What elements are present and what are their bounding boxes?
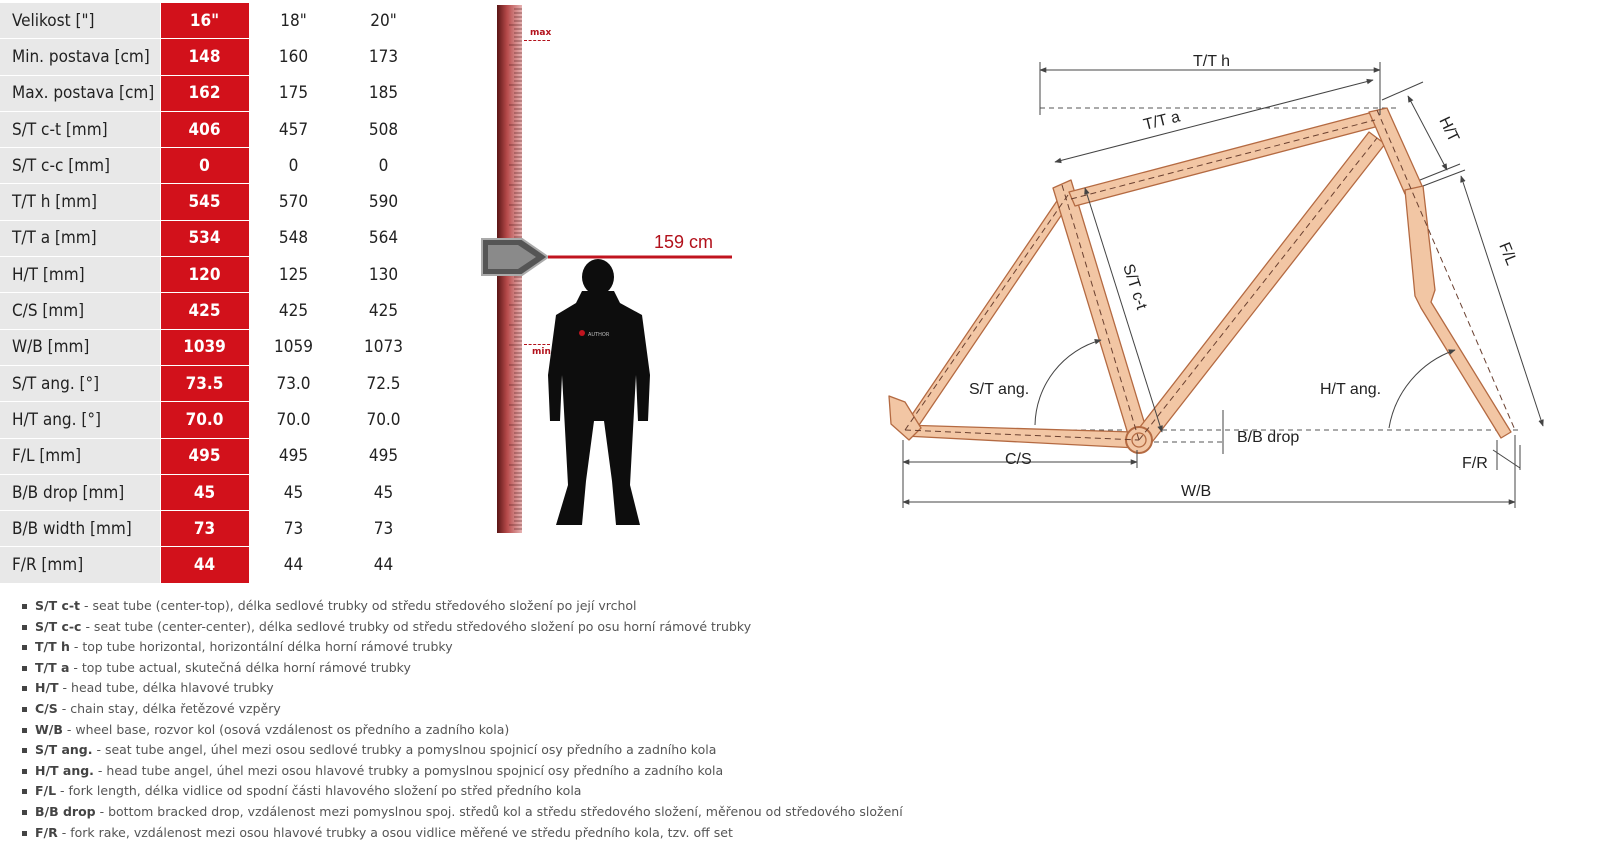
size-value: 45 bbox=[373, 482, 394, 503]
selected-size-value: 406 bbox=[160, 111, 249, 147]
height-indicator-label: 159 cm bbox=[654, 232, 714, 252]
row-label: B/B width [mm] bbox=[0, 511, 160, 547]
label-fl: F/L bbox=[1495, 240, 1520, 268]
bullet-icon bbox=[22, 707, 27, 712]
row-label: T/T a [mm] bbox=[0, 220, 160, 256]
size-value: 45 bbox=[283, 482, 304, 503]
selected-size-value: 425 bbox=[160, 293, 249, 329]
table-row bbox=[0, 220, 429, 256]
label-st-ang: S/T ang. bbox=[969, 381, 1030, 398]
size-value: 44 bbox=[373, 555, 394, 576]
label-bb-drop: B/B drop bbox=[1237, 429, 1300, 446]
note-text: - bottom bracked drop, vzdálenost mezi pomyslnou spoj. středů kol a středu středového složení, měřenou od středového složení bbox=[95, 803, 903, 819]
row-label: Velikost ["] bbox=[0, 3, 160, 39]
size-value: 73.0 bbox=[276, 373, 311, 394]
label-st-ct: S/T c-t bbox=[1119, 261, 1150, 312]
bullet-icon bbox=[22, 831, 27, 836]
table-row bbox=[0, 257, 429, 293]
row-label: F/R [mm] bbox=[0, 547, 160, 583]
selected-size-value: 45 bbox=[160, 474, 249, 510]
selected-size-value: 73 bbox=[160, 511, 249, 547]
label-tt-h: T/T h bbox=[1193, 53, 1231, 70]
row-label: F/L [mm] bbox=[0, 438, 160, 474]
size-value: 508 bbox=[368, 119, 399, 140]
min-label: min bbox=[532, 347, 551, 357]
note-term: S/T c-t bbox=[35, 598, 81, 613]
note-text: - seat tube angel, úhel mezi osou sedlové trubky a pomyslnou spojnicí osy předního a zadního kola bbox=[92, 742, 717, 758]
selected-size-value: 148 bbox=[160, 39, 249, 75]
table-row bbox=[0, 511, 429, 547]
row-label: T/T h [mm] bbox=[0, 184, 160, 220]
note-text: - wheel base, rozvor kol (osová vzdálenost os předního a zadního kola) bbox=[62, 721, 510, 737]
note-item bbox=[22, 802, 903, 823]
table-row bbox=[0, 329, 429, 365]
note-text: - seat tube (center-top), délka sedlové trubky od středu středového složení po její vrchol bbox=[80, 598, 637, 613]
size-value: 18" bbox=[280, 10, 307, 31]
size-value: 160 bbox=[278, 46, 309, 67]
size-value: 1073 bbox=[364, 337, 403, 358]
selected-size-value: 534 bbox=[160, 220, 249, 256]
note-item bbox=[22, 823, 903, 844]
note-term: T/T h bbox=[35, 639, 70, 655]
row-label: C/S [mm] bbox=[0, 293, 160, 329]
table-row bbox=[0, 402, 429, 438]
size-value: 72.5 bbox=[366, 373, 401, 394]
size-value: 570 bbox=[278, 192, 309, 213]
bullet-icon bbox=[22, 748, 27, 753]
table-row bbox=[0, 148, 429, 184]
note-item bbox=[22, 781, 903, 802]
note-term: H/T ang. bbox=[35, 762, 94, 778]
row-label: S/T c-t [mm] bbox=[0, 111, 160, 147]
note-text: - chain stay, délka řetězové vzpěry bbox=[57, 700, 281, 716]
note-term: F/R bbox=[35, 824, 58, 840]
size-value: 73 bbox=[283, 518, 304, 539]
size-value: 425 bbox=[368, 301, 399, 322]
note-text: - seat tube (center-center), délka sedlové trubky od středu středového složení po osu horní rámové trubky bbox=[81, 618, 752, 634]
bullet-icon bbox=[22, 810, 27, 815]
note-term: C/S bbox=[35, 700, 58, 716]
bullet-icon bbox=[22, 728, 27, 733]
size-value: 457 bbox=[278, 119, 309, 140]
note-item bbox=[22, 699, 903, 720]
row-label: H/T ang. [°] bbox=[0, 402, 160, 438]
bullet-icon bbox=[22, 604, 27, 609]
note-item bbox=[22, 637, 903, 658]
bike-frame-diagram bbox=[875, 40, 1575, 515]
note-item bbox=[22, 740, 903, 761]
size-value: 125 bbox=[278, 264, 309, 285]
table-row bbox=[0, 293, 429, 329]
selected-size-value: 73.5 bbox=[160, 365, 249, 401]
note-item bbox=[22, 617, 903, 638]
max-label: max bbox=[530, 28, 552, 38]
size-value: 0 bbox=[378, 155, 389, 176]
selected-size-value: 44 bbox=[160, 547, 249, 583]
size-value: 175 bbox=[278, 83, 309, 104]
size-value: 20" bbox=[370, 10, 397, 31]
table-row bbox=[0, 438, 429, 474]
row-label: S/T ang. [°] bbox=[0, 365, 160, 401]
size-value: 425 bbox=[278, 301, 309, 322]
row-label: B/B drop [mm] bbox=[0, 474, 160, 510]
bullet-icon bbox=[22, 769, 27, 774]
note-text: - fork length, délka vidlice od spodní části hlavového složení po střed předního kola bbox=[56, 783, 582, 799]
size-value: 495 bbox=[368, 446, 399, 467]
size-value: 0 bbox=[288, 155, 299, 176]
label-ht: H/T bbox=[1435, 114, 1462, 145]
table-row bbox=[0, 75, 429, 111]
bullet-icon bbox=[22, 625, 27, 630]
size-value: 70.0 bbox=[366, 409, 401, 430]
size-value: 73 bbox=[373, 518, 394, 539]
size-value: 44 bbox=[283, 555, 304, 576]
note-text: - fork rake, vzdálenost mezi osou hlavové trubky a osou vidlice měřené ve středu předního kola, tzv. off set bbox=[57, 824, 733, 840]
abbreviation-notes bbox=[22, 596, 903, 843]
table-row bbox=[0, 547, 429, 583]
table-row bbox=[0, 184, 429, 220]
bullet-icon bbox=[22, 645, 27, 650]
note-item bbox=[22, 678, 903, 699]
selected-size-value: 1039 bbox=[160, 329, 249, 365]
geometry-table bbox=[0, 3, 429, 584]
note-term: S/T c-c bbox=[35, 618, 82, 634]
max-marker bbox=[524, 40, 550, 41]
selected-size-value: 70.0 bbox=[160, 402, 249, 438]
note-term: F/L bbox=[35, 783, 57, 799]
size-value: 130 bbox=[368, 264, 399, 285]
table-row bbox=[0, 365, 429, 401]
table-row bbox=[0, 474, 429, 510]
label-tt-a: T/T a bbox=[1141, 108, 1182, 134]
size-value: 548 bbox=[278, 228, 309, 249]
note-term: S/T ang. bbox=[35, 742, 93, 758]
row-label: S/T c-c [mm] bbox=[0, 148, 160, 184]
size-value: 185 bbox=[368, 83, 399, 104]
note-text: - head tube angel, úhel mezi osou hlavové trubky a pomyslnou spojnicí osy předního a zadního kola bbox=[93, 762, 724, 778]
label-wb: W/B bbox=[1181, 483, 1212, 500]
bullet-icon bbox=[22, 666, 27, 671]
note-term: W/B bbox=[35, 721, 63, 737]
size-value: 1059 bbox=[274, 337, 313, 358]
label-ht-ang: H/T ang. bbox=[1320, 381, 1382, 398]
bullet-icon bbox=[22, 686, 27, 691]
person-silhouette bbox=[470, 225, 745, 535]
svg-text:AUTHOR: AUTHOR bbox=[588, 332, 610, 338]
row-label: W/B [mm] bbox=[0, 329, 160, 365]
selected-size-value: 120 bbox=[160, 257, 249, 293]
selected-size-value: 0 bbox=[160, 148, 249, 184]
label-cs: C/S bbox=[1005, 451, 1032, 468]
label-fr: F/R bbox=[1462, 455, 1488, 472]
selected-size-value: 545 bbox=[160, 184, 249, 220]
note-term: B/B drop bbox=[35, 803, 96, 819]
row-label: Min. postava [cm] bbox=[0, 39, 160, 75]
size-value: 70.0 bbox=[276, 409, 311, 430]
selected-size-value: 16" bbox=[160, 3, 249, 39]
selected-size-value: 162 bbox=[160, 75, 249, 111]
note-item bbox=[22, 720, 903, 741]
size-value: 173 bbox=[368, 46, 399, 67]
note-text: - top tube actual, skutečná délka horní rámové trubky bbox=[69, 659, 411, 675]
selected-size-value: 495 bbox=[160, 438, 249, 474]
size-value: 495 bbox=[278, 446, 309, 467]
note-text: - top tube horizontal, horizontální délka horní rámové trubky bbox=[69, 639, 453, 655]
bullet-icon bbox=[22, 789, 27, 794]
note-item bbox=[22, 596, 903, 617]
size-value: 590 bbox=[368, 192, 399, 213]
size-value: 564 bbox=[368, 228, 399, 249]
table-row bbox=[0, 111, 429, 147]
row-label: Max. postava [cm] bbox=[0, 75, 160, 111]
note-text: - head tube, délka hlavové trubky bbox=[58, 680, 274, 696]
note-term: T/T a bbox=[35, 659, 70, 675]
note-item bbox=[22, 761, 903, 782]
table-row bbox=[0, 3, 429, 39]
table-row bbox=[0, 39, 429, 75]
row-label: H/T [mm] bbox=[0, 257, 160, 293]
note-item bbox=[22, 658, 903, 679]
note-term: H/T bbox=[35, 680, 59, 696]
